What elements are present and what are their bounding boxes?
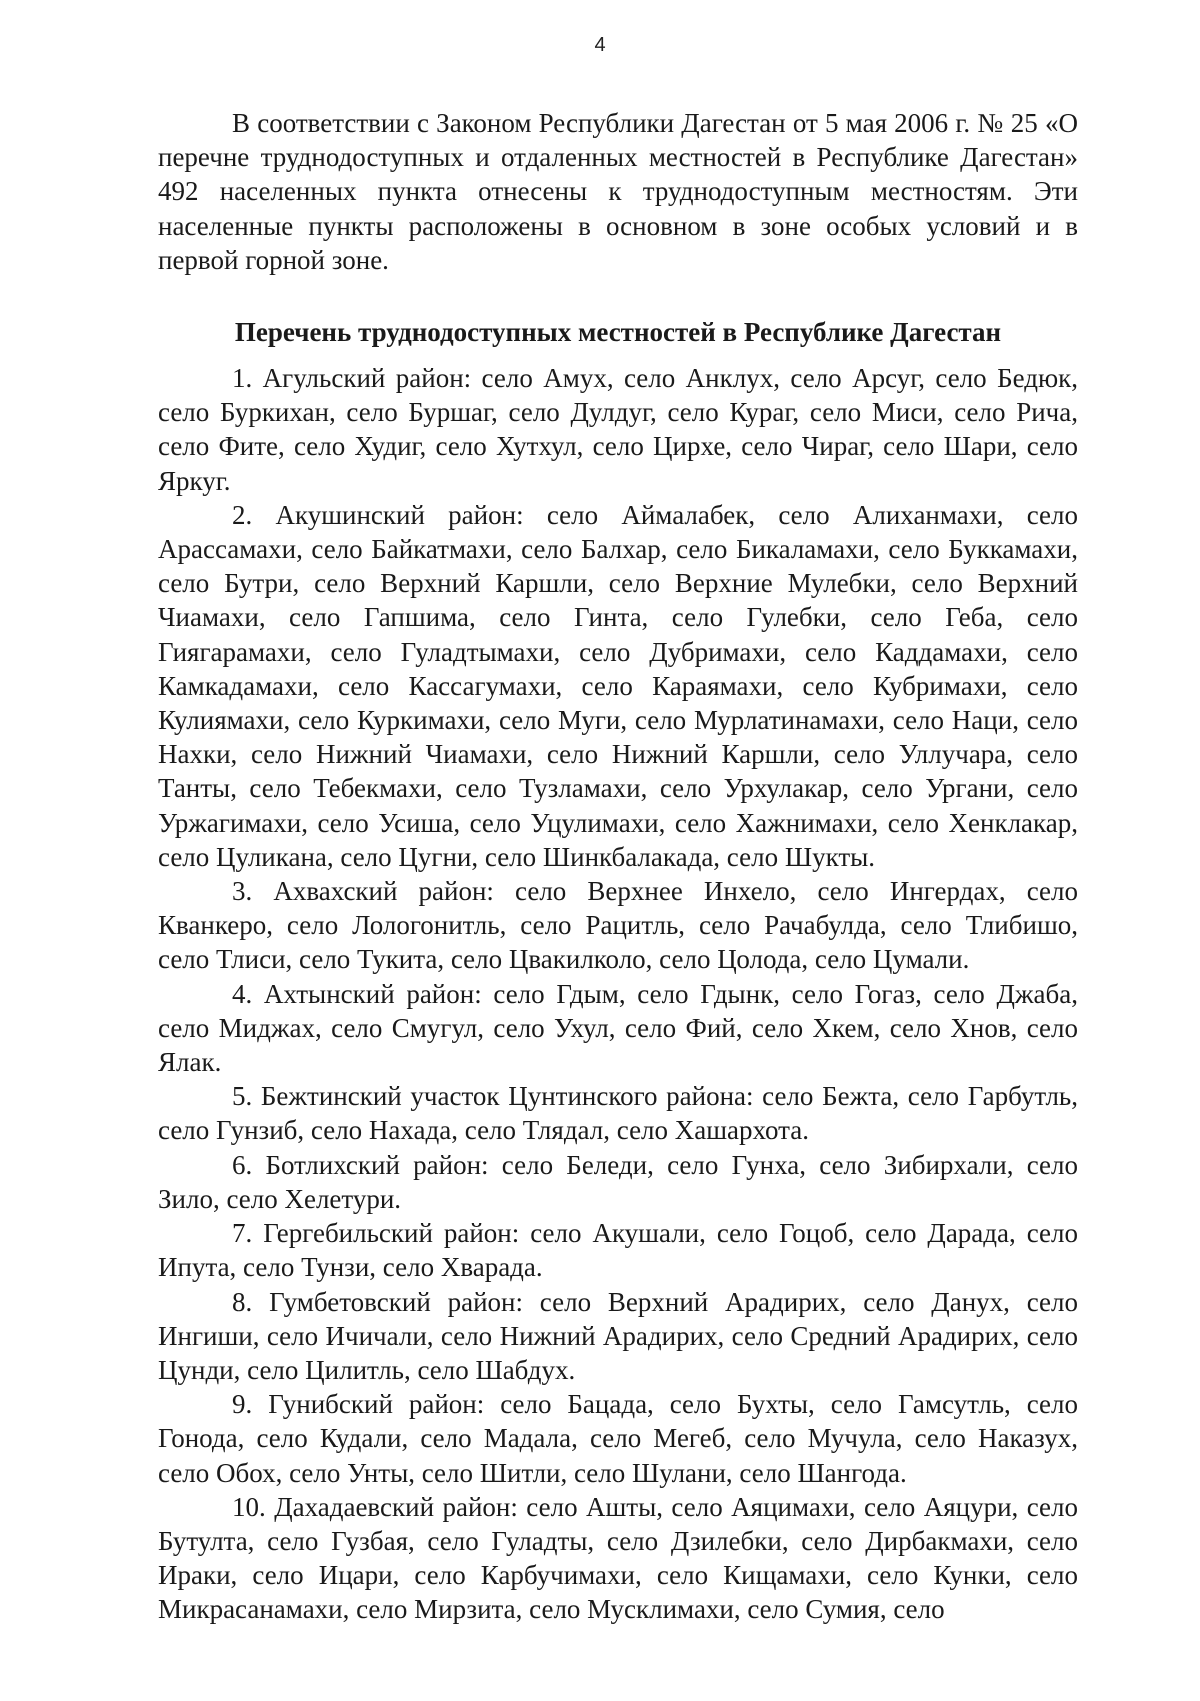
list-heading: Перечень труднодоступных местностей в Республике Дагестан <box>234 317 1002 348</box>
list-item-agul: 1. Агульский район: село Амух, село Анклух, село Арсуг, село Бедюк, село Буркихан, село Буршаг, село Дулдуг, село Кураг, село Миси, село Рича, село Фите, село Худиг, село Хутхул, село Цирхе, село Чираг, село Шари, село Яркуг. <box>158 363 1078 496</box>
list-item-akhvakh: 3. Ахвахский район: село Верхнее Инхело, село Ингердах, село Кванкеро, село Лологонитль, село Рацитль, село Рачабулда, село Тлибишо, село Тлиси, село Тукита, село Цвакилколо, село Цолода, село Цумали. <box>158 876 1078 975</box>
intro-paragraph: В соответствии с Законом Республики Дагестан от 5 мая 2006 г. № 25 «О перечне труднодоступных и отдаленных местностей в Республике Дагестан» 492 населенных пункта отнесены к труднодоступным местностям. Эти населенные пункты расположены в основном в зоне особых условий и в первой горной зоне. <box>158 108 1078 275</box>
list-item-bezhta: 5. Бежтинский участок Цунтинского района: село Бежта, село Гарбутль, село Гунзиб, село Нахада, село Тлядал, село Хашархота. <box>158 1081 1078 1146</box>
list-item-akhty: 4. Ахтынский район: село Гдым, село Гдынк, село Гогаз, село Джаба, село Миджах, село Смугул, село Ухул, село Фий, село Хкем, село Хнов, село Ялак. <box>158 978 1078 1078</box>
list-item-akusha: 2. Акушинский район: село Аймалабек, село Алиханмахи, село Арассамахи, село Байкатмахи, село Балхар, село Бикаламахи, село Буккамахи, село Бутри, село Верхний Каршли, село Верхние Мулебки, село Верхний Чиамахи, село Гапшима, село Гинта, село Гулебки, село Геба, село Гиягарамахи, село Гуладтымахи, село Дубримахи, село Каддамахи, село Камкадамахи, село Кассагумахи, село Караямахи, село Кубримахи, село Кулиямахи, село Куркимахи, село Муги, село Мурлатинамахи, село Наци, село Нахки, село Нижний Чиамахи, село Нижний Каршли, село Уллучара, село Танты, село Тебекмахи, село Тузламахи, село Урхулакар, село Ургани, село Уржагимахи, село Усиша, село Уцулимахи, село Хажнимахи, село Хенклакар, село Цуликана, село Цугни, село Шинкбалакада, село Шукты. <box>158 499 1078 872</box>
list-item-botlikh: 6. Ботлихский район: село Беледи, село Гунха, село Зибирхали, село Зило, село Хелетури. <box>158 1149 1078 1214</box>
list-item-gunib: 9. Гунибский район: село Бацада, село Бухты, село Гамсутль, село Гонода, село Кудали, село Мадала, село Мегеб, село Мучула, село Наказух, село Обох, село Унты, село Шитли, село Шулани, село Шангода. <box>158 1389 1078 1488</box>
list-item-dakhadaevsky: 10. Дахадаевский район: село Ашты, село Аяцимахи, село Аяцури, село Бутулта, село Гузбая, село Гуладты, село Дзилебки, село Дирбакмахи, село Ираки, село Ицари, село Карбучимахи, село Кищамахи, село Кунки, село Микрасанамахи, село Мирзита, село Мусклимахи, село Сумия, село <box>158 1491 1078 1625</box>
list-item-gumbetovsky: 8. Гумбетовский район: село Верхний Арадирих, село Данух, село Ингиши, село Ичичали, село Нижний Арадирих, село Средний Арадирих, село Цунди, село Цилитль, село Шабдух. <box>158 1286 1078 1385</box>
document-body <box>158 106 1078 1627</box>
list-item-gergebil: 7. Гергебильский район: село Акушали, село Гоцоб, село Дарада, село Ипута, село Тунзи, село Хварада. <box>158 1218 1078 1283</box>
page-number: 4 <box>594 34 606 56</box>
